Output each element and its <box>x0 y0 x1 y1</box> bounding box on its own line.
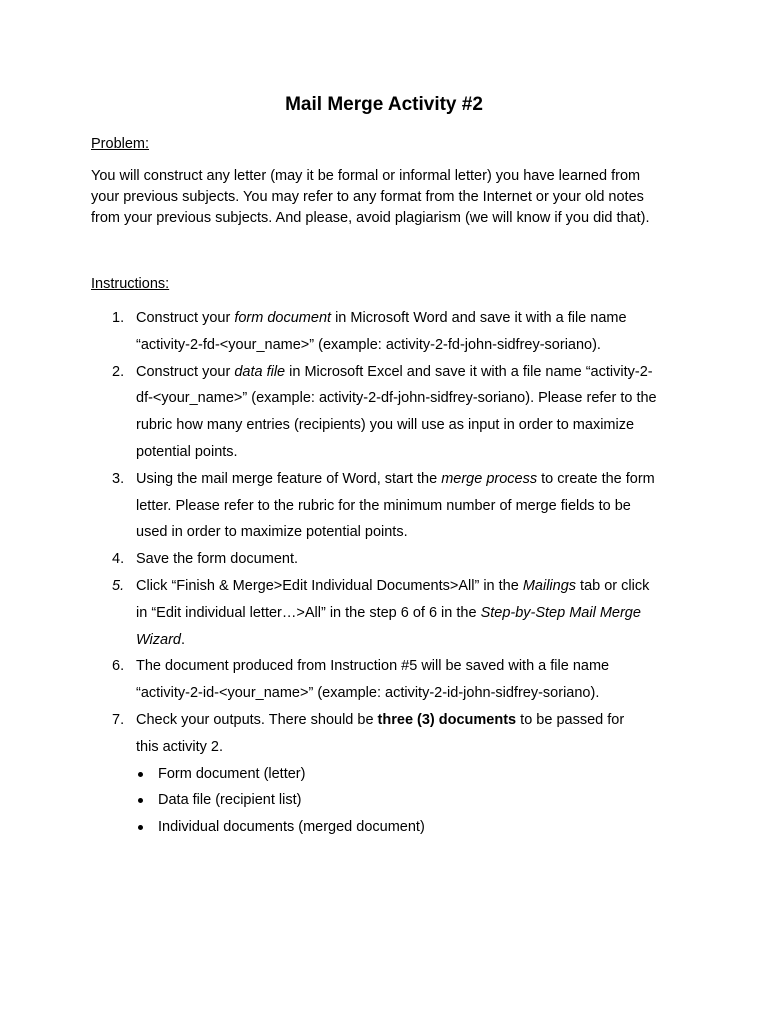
bullet-icon <box>138 825 143 830</box>
item-line: Save the form document. <box>136 551 298 568</box>
text-run: Construct your <box>136 310 235 326</box>
item-line: letter. Please refer to the rubric for the minimum number of merge fields to be <box>136 497 631 514</box>
instruction-item-5 <box>91 573 691 653</box>
text-run: Check your outputs. There should be <box>136 711 378 728</box>
item-line <box>136 305 691 332</box>
instruction-item-6 <box>91 653 691 707</box>
instructions-list <box>91 305 691 841</box>
instruction-item-7 <box>91 707 691 761</box>
item-line: used in order to maximize potential points. <box>136 524 408 541</box>
text-run: to be passed for <box>516 711 625 728</box>
item-line <box>136 573 691 600</box>
item-line: The document produced from Instruction #5 will be saved with a file name <box>136 658 610 675</box>
document-title: Mail Merge Activity #2 <box>285 94 483 115</box>
item-line: “activity-2-id-<your_name>” (example: activity-2-id-john-sidfrey-soriano). <box>136 685 600 702</box>
item-line: potential points. <box>136 443 238 460</box>
instruction-item-3 <box>91 466 691 546</box>
problem-heading: Problem: <box>91 136 150 152</box>
emphasis-text: Mailings <box>522 577 577 594</box>
bullet-icon <box>138 772 143 777</box>
item-number: 3. <box>112 470 125 487</box>
item-line: df-<your_name>” (example: activity-2-df-john-sidfrey-soriano). Please refer to the <box>136 390 657 407</box>
item-number: 5. <box>112 577 125 594</box>
bullet-item <box>91 787 691 814</box>
item-line <box>136 359 691 386</box>
emphasis-text: form document <box>234 310 332 326</box>
text-run: Construct your <box>136 363 235 380</box>
item-number: 2. <box>112 363 125 380</box>
item-number: 4. <box>112 551 125 568</box>
instructions-heading: Instructions: <box>91 276 170 292</box>
text-run: in “Edit individual letter…>All” in the step 6 of 6 in the <box>136 604 481 621</box>
text-run: to create the form <box>537 470 655 487</box>
text-run: Click “Finish & Merge>Edit Individual Documents>All” in the <box>136 577 523 594</box>
emphasis-text: Step-by-Step Mail Merge <box>480 604 641 621</box>
item-line <box>136 627 691 654</box>
instruction-item-1 <box>91 305 691 359</box>
item-number: 7. <box>112 711 125 728</box>
instruction-item-2 <box>91 359 691 466</box>
text-run: tab or click <box>576 577 650 594</box>
item-line: “activity-2-fd-<your_name>” (example: activity-2-fd-john-sidfrey-soriano). <box>136 336 601 353</box>
item-line: this activity 2. <box>136 738 224 755</box>
bullet-icon <box>138 798 143 803</box>
text-run: Using the mail merge feature of Word, start the <box>136 470 442 487</box>
outputs-bullet-list <box>91 761 691 841</box>
item-line <box>136 466 691 493</box>
problem-paragraph <box>91 166 691 229</box>
problem-line: You will construct any letter (may it be formal or informal letter) you have learned from <box>91 168 641 184</box>
item-line <box>136 600 691 627</box>
text-run: in Microsoft Excel and save it with a file name “activity-2- <box>285 363 653 380</box>
emphasis-text: Wizard <box>136 631 181 648</box>
bullet-text: Individual documents (merged document) <box>158 819 425 836</box>
problem-line: from your previous subjects. And please, avoid plagiarism (we will know if you did that). <box>91 210 650 226</box>
instruction-item-4 <box>91 546 691 573</box>
bullet-item <box>91 814 691 841</box>
item-number: 1. <box>112 310 125 326</box>
bullet-text: Data file (recipient list) <box>158 792 302 809</box>
strong-text: three (3) documents <box>377 711 517 728</box>
bullet-item <box>91 761 691 788</box>
item-line: rubric how many entries (recipients) you will use as input in order to maximize <box>136 417 635 434</box>
item-number: 6. <box>112 658 125 675</box>
text-run: . <box>181 631 186 648</box>
bullet-text: Form document (letter) <box>158 765 306 782</box>
emphasis-text: data file <box>234 363 286 380</box>
item-line <box>136 707 691 734</box>
emphasis-text: merge process <box>441 470 538 487</box>
problem-line: your previous subjects. You may refer to any format from the Internet or your old notes <box>91 189 644 205</box>
text-run: in Microsoft Word and save it with a file name <box>331 310 627 326</box>
